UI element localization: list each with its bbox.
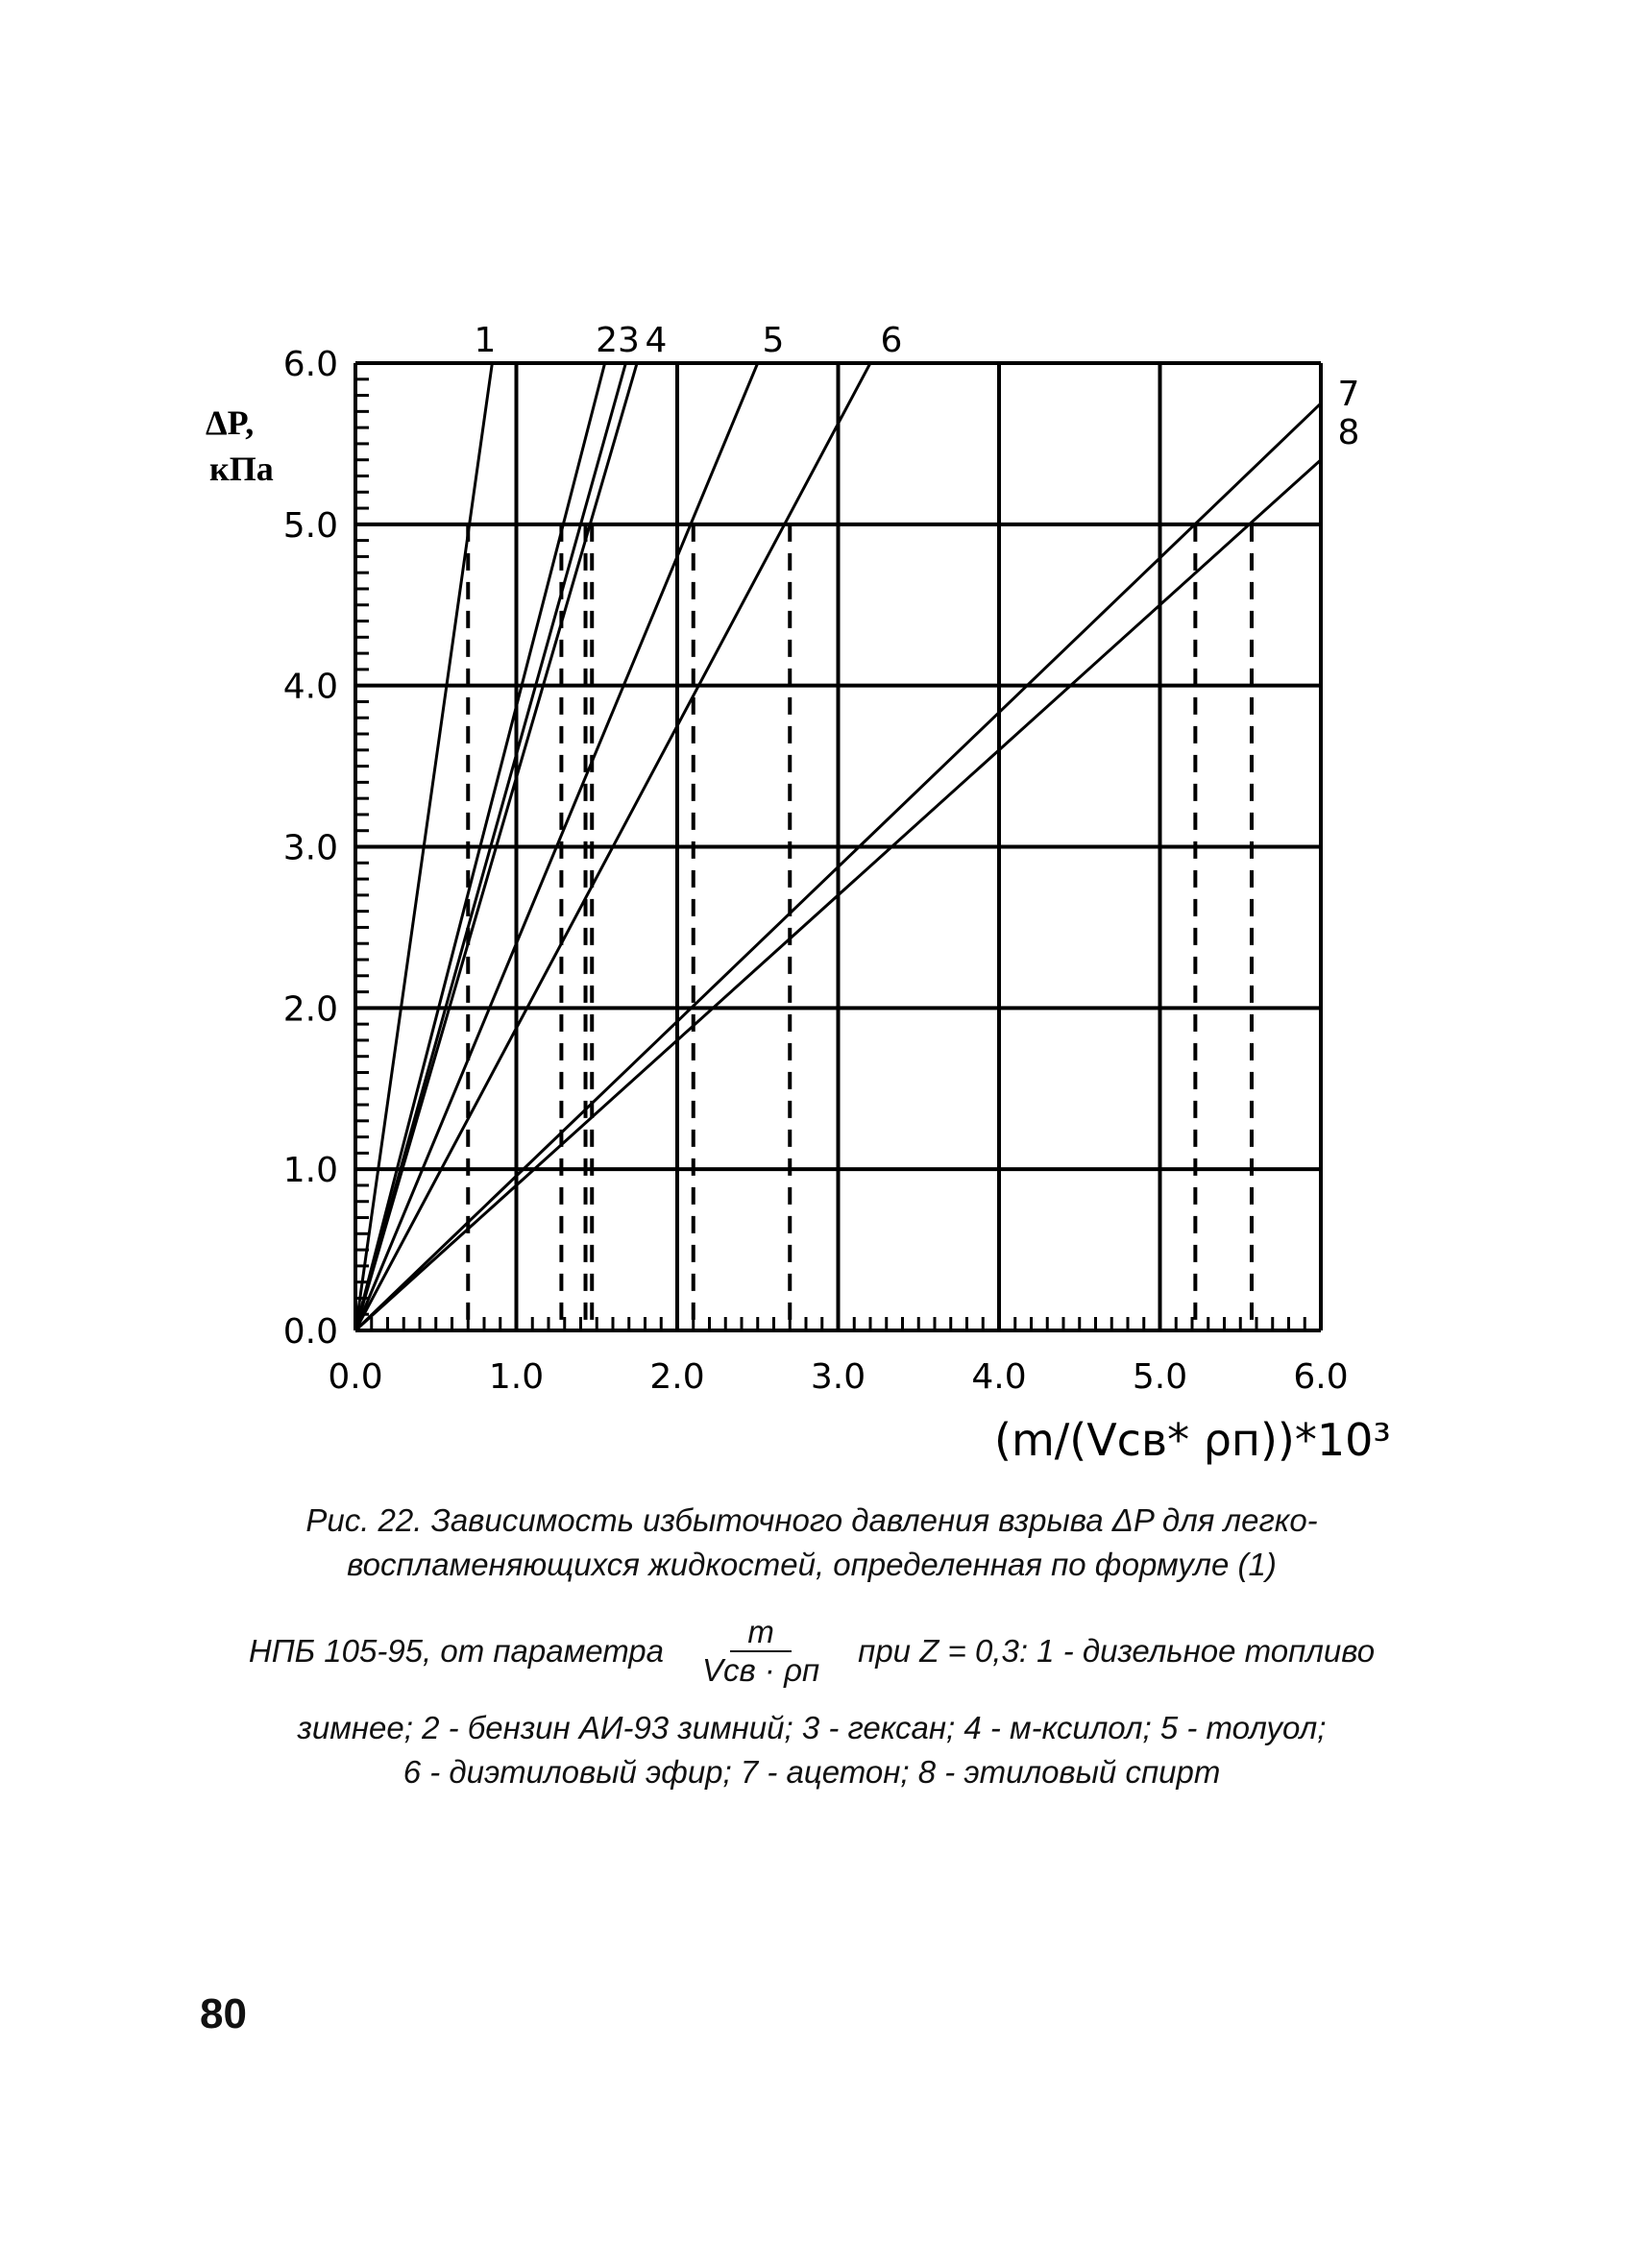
caption-line: НПБ 105-95, от параметра bbox=[248, 1633, 665, 1669]
figure-caption bbox=[221, 1499, 1402, 1587]
caption-line: 6 - диэтиловый эфир; 7 - ацетон; 8 - этиловый спирт bbox=[402, 1754, 1221, 1790]
tick-labels bbox=[283, 321, 1360, 1397]
y-axis-label-unit: кПа bbox=[209, 450, 274, 488]
caption-formula-line bbox=[221, 1614, 1402, 1689]
x-tick-label: 6.0 bbox=[1293, 1357, 1349, 1397]
x-axis-label: (m/(Vсв* ρп))*10³ bbox=[994, 1414, 1391, 1466]
fraction-numerator: m bbox=[730, 1614, 792, 1652]
x-tick-label: 3.0 bbox=[810, 1357, 866, 1397]
y-tick-label: 3.0 bbox=[282, 828, 338, 868]
series-label-top: 1 bbox=[474, 321, 497, 360]
y-tick-label: 4.0 bbox=[282, 667, 338, 707]
x-tick-label: 4.0 bbox=[971, 1357, 1027, 1397]
series-label-top: 4 bbox=[645, 321, 668, 360]
page-number: 80 bbox=[200, 1990, 247, 2037]
formula-fraction bbox=[685, 1614, 837, 1689]
series-label-top: 5 bbox=[762, 321, 785, 360]
caption-line: воспламеняющихся жидкостей, определенная по формуле (1) bbox=[347, 1547, 1277, 1582]
caption-line: при Z = 0,3: 1 - дизельное топливо bbox=[858, 1633, 1376, 1669]
y-tick-label: 6.0 bbox=[282, 345, 338, 384]
chart-grid bbox=[355, 363, 1321, 1330]
fraction-denominator: Vсв · ρп bbox=[702, 1652, 820, 1688]
caption-line: зимнее; 2 - бензин АИ-93 зимний; 3 - гексан; 4 - м-ксилол; 5 - толуол; bbox=[297, 1710, 1327, 1745]
y-tick-label: 0.0 bbox=[282, 1312, 338, 1352]
y-tick-label: 5.0 bbox=[282, 505, 338, 546]
series-label-top: 6 bbox=[880, 321, 903, 360]
minor-ticks bbox=[355, 379, 1305, 1330]
series-label-right: 8 bbox=[1337, 413, 1360, 452]
dashed-markers bbox=[468, 524, 1252, 1330]
x-tick-label: 0.0 bbox=[328, 1357, 383, 1397]
y-tick-label: 1.0 bbox=[282, 1151, 338, 1191]
caption-line: Рис. 22. Зависимость избыточного давления взрыва ΔP для легко- bbox=[305, 1502, 1318, 1538]
series-label-right: 7 bbox=[1337, 375, 1360, 414]
x-tick-label: 2.0 bbox=[649, 1357, 705, 1397]
series-label-top: 23 bbox=[596, 321, 640, 360]
x-tick-label: 5.0 bbox=[1132, 1357, 1188, 1397]
y-axis-label-symbol: ΔP, bbox=[206, 403, 255, 442]
x-tick-label: 1.0 bbox=[488, 1357, 545, 1397]
caption-legend bbox=[221, 1706, 1402, 1794]
y-tick-label: 2.0 bbox=[282, 989, 338, 1030]
